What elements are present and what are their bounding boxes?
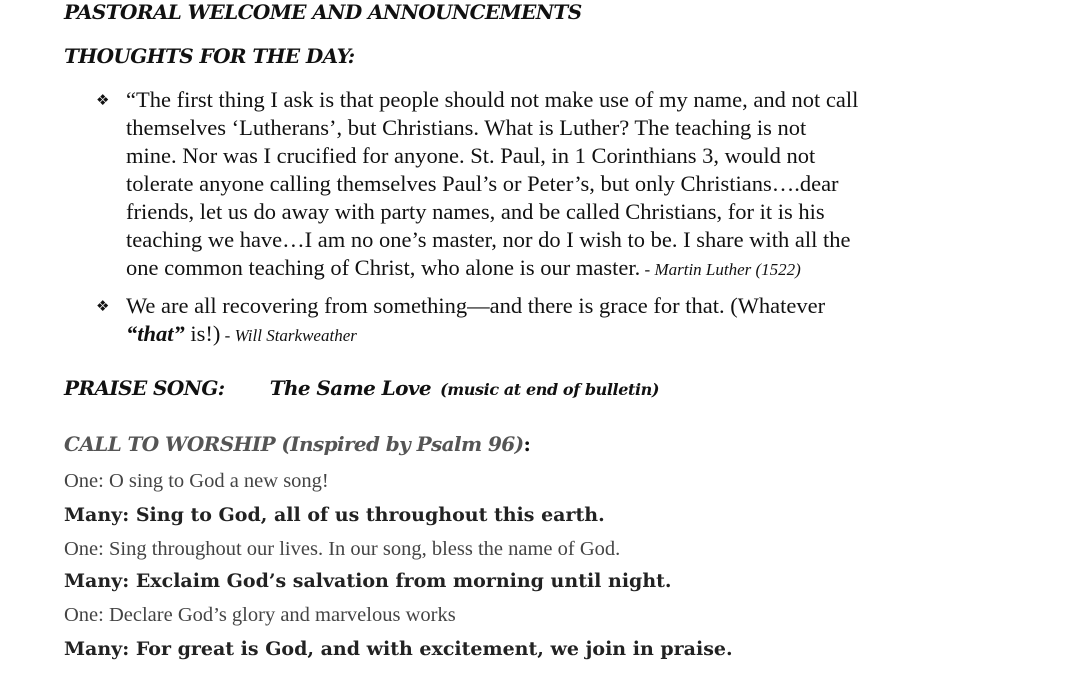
praise-song-title: The Same Love — [269, 376, 431, 400]
quote-line: themselves ‘Lutherans’, but Christians. What is Luther? The teaching is not — [126, 115, 807, 140]
praise-song-row — [64, 376, 659, 400]
luther-attribution: - Martin Luther (1522) — [640, 260, 801, 279]
thoughts-for-the-day-heading: THOUGHTS FOR THE DAY: — [64, 44, 355, 68]
call-to-worship-heading — [64, 432, 530, 456]
diamond-bullet-icon: ❖ — [96, 91, 110, 109]
quote-line-text: one common teaching of Christ, who alone is our master. — [126, 255, 641, 280]
litany-line-many: Many: Sing to God, all of us throughout this earth. — [64, 504, 605, 526]
litany-line-one: One: Sing throughout our lives. In our song, bless the name of God. — [64, 538, 621, 560]
litany-line-one: One: Declare God’s glory and marvelous works — [64, 604, 456, 626]
praise-song-note: (music at end of bulletin) — [440, 380, 660, 399]
quote-line: “The first thing I ask is that people should not make use of my name, and not call — [126, 87, 859, 112]
diamond-bullet-icon: ❖ — [96, 297, 110, 315]
litany-line-many: Many: For great is God, and with excitement, we join in praise. — [64, 638, 733, 660]
quote-line-final — [126, 320, 1046, 350]
call-to-worship-colon: : — [523, 432, 531, 456]
quote-line: tolerate anyone calling themselves Paul’s or Peter’s, but only Christians….dear — [126, 171, 839, 196]
quote-line: friends, let us do away with party names, and be called Christians, for it is his — [126, 199, 825, 224]
call-to-worship-title: CALL TO WORSHIP (Inspired by Psalm 96) — [64, 432, 524, 456]
starkweather-quote-item — [96, 292, 1046, 350]
quote-line: mine. Nor was I crucified for anyone. St. Paul, in 1 Corinthians 3, would not — [126, 143, 816, 168]
quote-line: We are all recovering from something—and there is grace for that. (Whatever — [126, 293, 826, 318]
litany-line-many: Many: Exclaim God’s salvation from morning until night. — [64, 570, 672, 592]
pastoral-welcome-heading: PASTORAL WELCOME AND ANNOUNCEMENTS — [64, 0, 582, 24]
quote-line-final — [126, 254, 1046, 284]
litany-line-one: One: O sing to God a new song! — [64, 470, 329, 492]
quote-line-text: is!) — [184, 321, 221, 346]
quote-line: teaching we have…I am no one’s master, nor do I wish to be. I share with all the — [126, 227, 851, 252]
that-emphasis: “that” — [126, 321, 185, 346]
starkweather-attribution: - Will Starkweather — [220, 326, 357, 345]
luther-quote-item — [96, 86, 1046, 284]
praise-song-label: PRAISE SONG: — [64, 376, 225, 400]
